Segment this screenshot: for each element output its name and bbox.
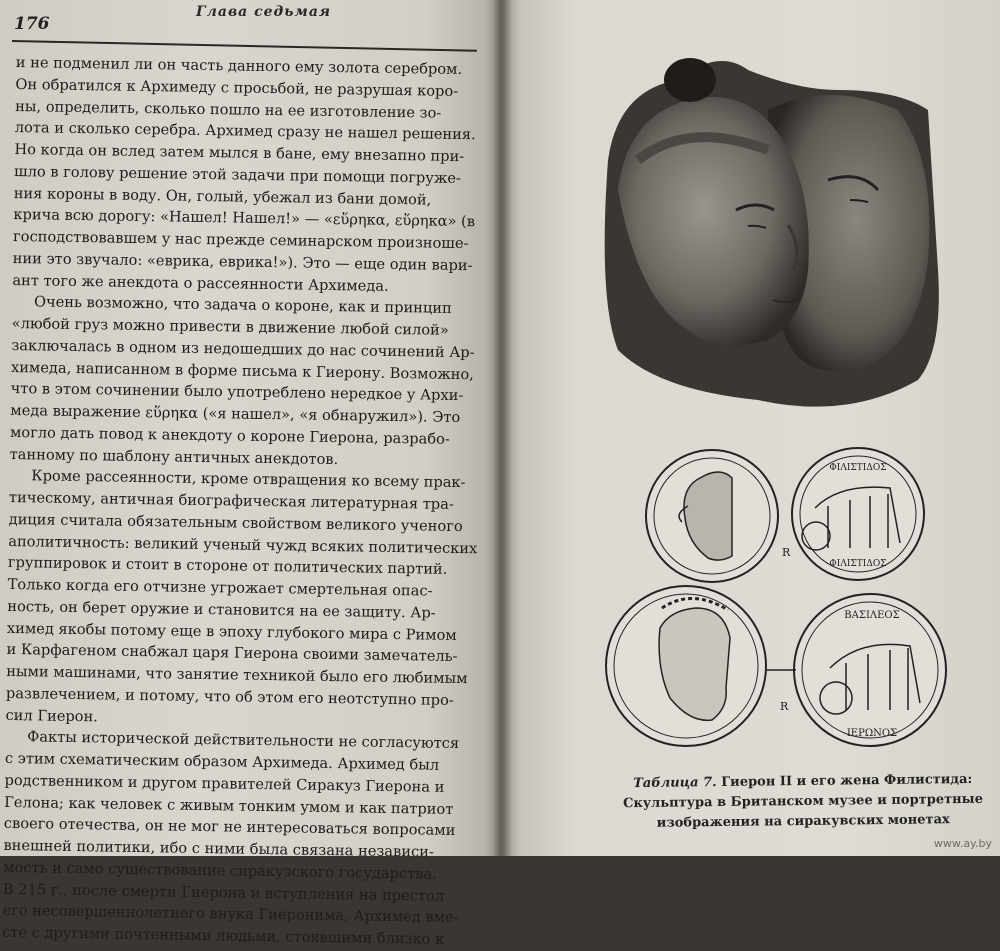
text-line: и не подменил ли он часть данного ему золота серебром. — [15, 53, 463, 79]
coin-legend-4: ΙΕΡΩΝΟΣ — [846, 728, 898, 739]
text-line: «любой груз можно привести в движение любой силой» — [11, 314, 449, 339]
text-line: Гелона; как человек с живым тонким умом и как патриот — [4, 793, 454, 818]
text-line: ными машинами, что занятие техникой было его любимым — [6, 662, 468, 688]
text-line: диция считала обязательным свойством великого ученого — [8, 510, 463, 535]
text-line: Очень возможно, что задача о короне, как и принцип — [33, 293, 452, 318]
text-line: Кроме рассеянности, кроме отвращения ко всему прак- — [31, 467, 466, 492]
text-line: танному по шаблону античных анекдотов. — [9, 445, 339, 468]
text-line: и Карфагеном снабжал царя Гиерона своими замечатель- — [6, 641, 458, 666]
text-line: ность, он берет оружие и становится на ее защиту. Ар- — [7, 597, 436, 622]
paragraph-2 — [10, 291, 483, 472]
text-line: его несовершеннолетнего внука Гиеронима, Архимед вме- — [2, 902, 459, 927]
text-line: могло дать повод к анекдоту о короне Гиерона, разрабо- — [9, 423, 450, 448]
text-line: ны, определить, сколько пошло на ее изготовление зо- — [15, 97, 442, 122]
reverse-mark-1: R — [782, 546, 791, 559]
figure-caption — [618, 770, 989, 835]
text-line: мость и само существование сиракузского государства. — [3, 858, 437, 883]
text-line: господствовавшем у нас прежде семинарском произноше- — [12, 227, 469, 253]
text-line: развлечением, и потому, что об этом его неотступно про- — [5, 684, 454, 709]
text-line: с этим схематическим образом Архимеда. Архимед был — [4, 749, 440, 774]
coin-illustrations — [600, 448, 980, 758]
text-line: Он обратился к Архимеду с просьбой, не разрушая коро- — [15, 75, 459, 100]
text-line: сил Гиерон. — [5, 706, 99, 725]
watermark: www.ay.by — [933, 837, 992, 850]
text-line: своего отечества, он не мог не интересоваться вопросами — [3, 815, 456, 840]
text-line: меда выражение εὕρηκα («я нашел», «я обнаружил»). Это — [10, 401, 461, 427]
caption-line-2: Скульптура в Британском музее и портретные — [622, 791, 984, 812]
coin-legend-3: ΒΑΣΙΛΕΟΣ — [844, 610, 900, 621]
left-page — [0, 0, 500, 948]
text-line: сте с другими почтенными людьми, стоявшими близко к — [2, 923, 445, 948]
text-line: тическому, античная биографическая литературная тра- — [8, 488, 454, 513]
reverse-mark-2: R — [780, 700, 789, 713]
book-gutter — [492, 0, 512, 856]
text-line: Факты исторической действительности не согласуются — [27, 728, 460, 753]
text-line: группировок и стоит в стороне от политических партий. — [7, 554, 448, 579]
text-line: химед якобы потому еще в эпоху глубокого мира с Римом — [6, 619, 457, 644]
text-line: аполитичность: великий ученый чужд всяких политических — [8, 532, 478, 557]
running-head: Глава седьмая — [196, 4, 332, 20]
text-line: заключалась в одном из недошедших до нас сочинений Ар- — [11, 336, 475, 361]
text-line: крича всю дорогу: «Нашел! Нашел!» — «εὕρηκα, εὕρηκα» (в — [13, 206, 476, 231]
header-rule — [12, 40, 477, 52]
text-line: ния короны в воду. Он, голый, убежал из бани домой, — [13, 184, 432, 209]
text-line: Только когда его отчизне угрожает смертельная опас- — [7, 575, 433, 600]
right-page — [500, 0, 1000, 856]
text-line: В 215 г., после смерти Гиерона и вступления на престол — [2, 880, 445, 905]
text-line: химеда, написанном в форме письма к Гиерону. Возможно, — [10, 358, 475, 383]
page-number: 176 — [14, 14, 50, 34]
caption-line-3: изображения на сиракувских монетах — [656, 812, 950, 831]
text-line: Но когда он вслед затем мылся в бане, ему внезапно при- — [14, 140, 465, 166]
text-line: родственником и другом правителей Сиракуз Гиерона и — [4, 771, 445, 796]
caption-label: Таблица 7. — [633, 775, 717, 792]
text-line: что в этом сочинении было употреблено нередкое у Архи- — [10, 380, 464, 405]
paragraph-4 — [2, 726, 475, 951]
caption-line-1: Гиерон II и его жена Филистида: — [721, 771, 973, 790]
text-line: нии это звучало: «еврика, еврика!»). Это — еще один вари- — [12, 249, 473, 274]
body-text — [2, 52, 486, 951]
text-line: лота и сколько серебра. Архимед сразу не нашел решения. — [14, 119, 476, 144]
coin-legend-2: ΦΙΛΙΣΤΙΔΟΣ — [829, 559, 887, 569]
coin-legend-1: ΦΙΛΙΣΤΙΔΟΣ — [829, 463, 887, 473]
paragraph-3 — [5, 465, 479, 733]
sculpture-photo — [598, 50, 943, 418]
paragraph-1 — [12, 52, 486, 299]
text-line: ант того же анекдота о рассеянности Архимеда. — [12, 271, 389, 295]
text-line: шло в голову решение этой задачи при помощи погруже- — [13, 162, 462, 187]
text-line: внешней политики, ибо с ними была связана независи- — [3, 836, 434, 861]
